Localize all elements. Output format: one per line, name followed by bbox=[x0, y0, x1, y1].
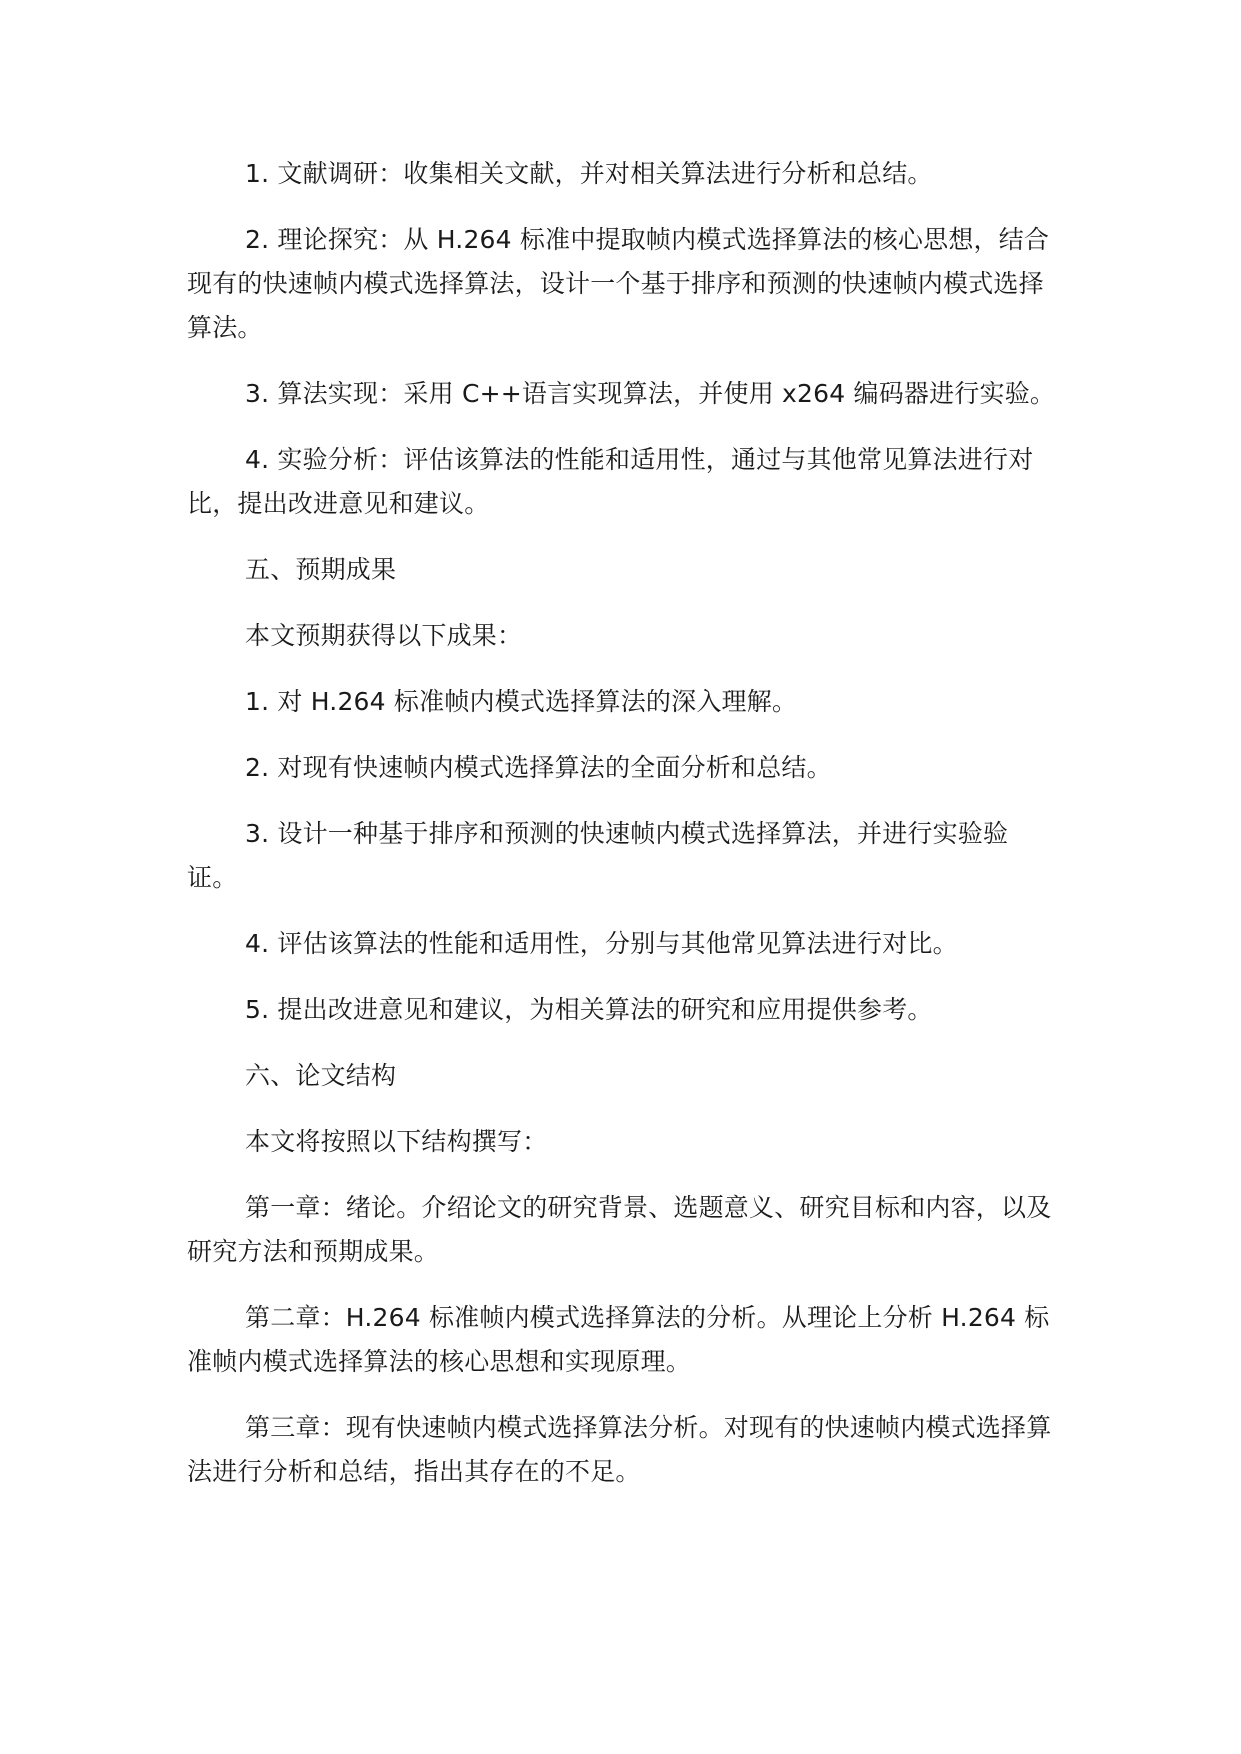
paragraph-expected-item-4: 4. 评估该算法的性能和适用性，分别与其他常见算法进行对比。 bbox=[245, 929, 958, 958]
paragraph-method-implementation: 3. 算法实现：采用 C++语言实现算法，并使用 x264 编码器进行实验。 bbox=[245, 379, 1056, 408]
paragraph-chapter-1: 第一章：绪论。介绍论文的研究背景、选题意义、研究目标和内容，以及研究方法和预期成果。 bbox=[187, 1193, 1052, 1266]
paragraph-method-experiment: 4. 实验分析：评估该算法的性能和适用性，通过与其他常见算法进行对比，提出改进意见和建议。 bbox=[187, 445, 1034, 518]
paragraph-expected-item-2: 2. 对现有快速帧内模式选择算法的全面分析和总结。 bbox=[245, 753, 832, 782]
paragraph-structure-intro: 本文将按照以下结构撰写： bbox=[245, 1127, 548, 1156]
paragraph-chapter-3: 第三章：现有快速帧内模式选择算法分析。对现有的快速帧内模式选择算法进行分析和总结，指出其存在的不足。 bbox=[187, 1413, 1052, 1486]
section-heading-thesis-structure: 六、论文结构 bbox=[245, 1061, 397, 1090]
paragraph-expected-item-5: 5. 提出改进意见和建议，为相关算法的研究和应用提供参考。 bbox=[245, 995, 933, 1024]
paragraph-chapter-2: 第二章：H.264 标准帧内模式选择算法的分析。从理论上分析 H.264 标准帧内模式选择算法的核心思想和实现原理。 bbox=[187, 1303, 1050, 1376]
paragraph-expected-item-3: 3. 设计一种基于排序和预测的快速帧内模式选择算法，并进行实验验证。 bbox=[187, 819, 1009, 892]
paragraph-method-theory: 2. 理论探究：从 H.264 标准中提取帧内模式选择算法的核心思想，结合现有的快速帧内模式选择算法，设计一个基于排序和预测的快速帧内模式选择算法。 bbox=[187, 225, 1050, 342]
paragraph-expected-item-1: 1. 对 H.264 标准帧内模式选择算法的深入理解。 bbox=[245, 687, 798, 716]
document-body bbox=[187, 152, 1057, 1516]
section-heading-expected-results: 五、预期成果 bbox=[245, 555, 397, 584]
paragraph-method-literature: 1. 文献调研：收集相关文献，并对相关算法进行分析和总结。 bbox=[245, 159, 933, 188]
paragraph-expected-intro: 本文预期获得以下成果： bbox=[245, 621, 523, 650]
